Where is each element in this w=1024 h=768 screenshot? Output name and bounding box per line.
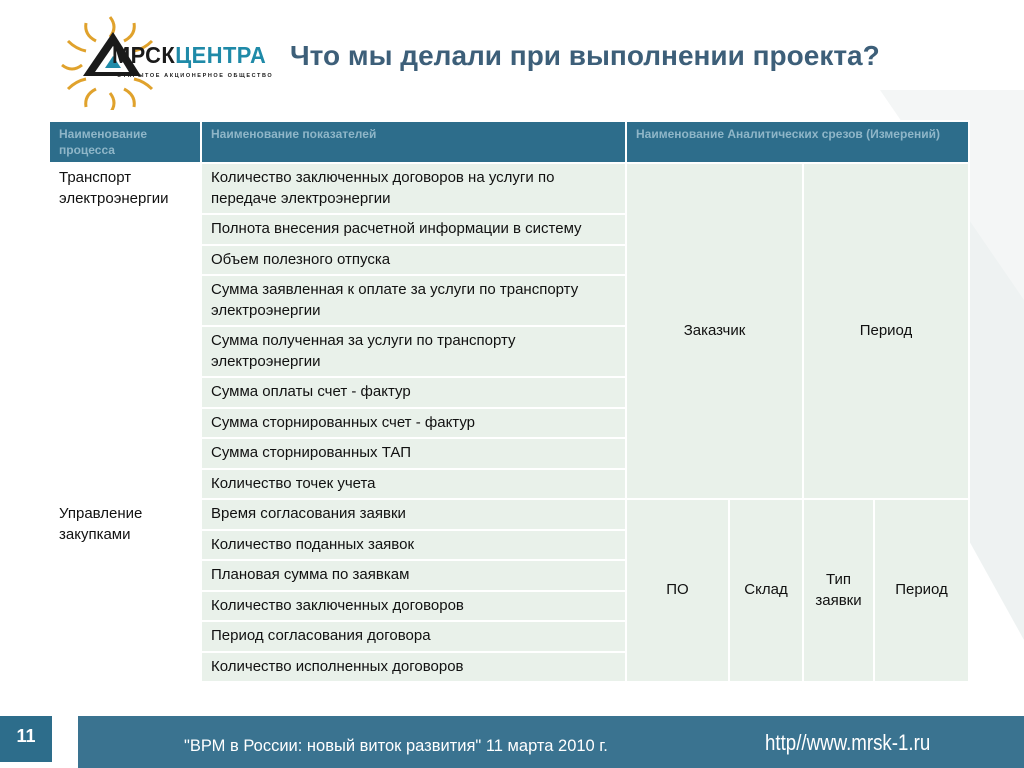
process-cell: Транспорт электроэнергии — [49, 163, 201, 499]
dimension-cell: Склад — [729, 499, 803, 682]
indicator-cell: Количество заключенных договоров на услуги по передаче электроэнергии — [201, 163, 626, 214]
footer-event-text: "ВРМ в России: новый виток развития" 11 марта 2010 г. — [184, 737, 608, 755]
indicator-cell: Сумма заявленная к оплате за услуги по транспорту электроэнергии — [201, 275, 626, 326]
indicator-cell: Количество поданных заявок — [201, 530, 626, 561]
indicators-table — [48, 120, 970, 683]
indicator-cell: Объем полезного отпуска — [201, 245, 626, 276]
indicator-cell: Плановая сумма по заявкам — [201, 560, 626, 591]
dimension-cell: Заказчик — [626, 163, 803, 499]
table-header-row — [49, 121, 969, 163]
page-title: Что мы делали при выполнении проекта? — [290, 40, 880, 71]
header-dimensions: Наименование Аналитических срезов (Измерений) — [626, 121, 969, 163]
logo-subtitle: ОТКРЫТОЕ АКЦИОНЕРНОЕ ОБЩЕСТВО — [117, 73, 274, 79]
indicator-cell: Сумма сторнированных счет - фактур — [201, 408, 626, 439]
table-row — [49, 499, 969, 530]
table-row — [49, 163, 969, 214]
dimension-cell: Период — [803, 163, 969, 499]
indicator-cell: Сумма полученная за услуги по транспорту электроэнергии — [201, 326, 626, 377]
process-cell: Управление закупками — [49, 499, 201, 682]
indicator-cell: Количество исполненных договоров — [201, 652, 626, 683]
header-process: Наименование процесса — [49, 121, 201, 163]
dimension-cell: Период — [874, 499, 969, 682]
indicator-cell: Количество точек учета — [201, 469, 626, 500]
footer-url: http//www.mrsk-1.ru — [765, 730, 931, 755]
indicator-cell: Сумма сторнированных ТАП — [201, 438, 626, 469]
dimension-cell: ПО — [626, 499, 729, 682]
slide-number: 11 — [0, 716, 52, 762]
indicator-cell: Время согласования заявки — [201, 499, 626, 530]
dimension-cell: Тип заявки — [803, 499, 874, 682]
indicator-cell: Сумма оплаты счет - фактур — [201, 377, 626, 408]
logo-wordmark: МРСКЦЕНТРА — [112, 42, 267, 68]
indicator-cell: Период согласования договора — [201, 621, 626, 652]
header-indicators: Наименование показателей — [201, 121, 626, 163]
company-logo — [55, 10, 275, 110]
indicator-cell: Количество заключенных договоров — [201, 591, 626, 622]
indicator-cell: Полнота внесения расчетной информации в систему — [201, 214, 626, 245]
